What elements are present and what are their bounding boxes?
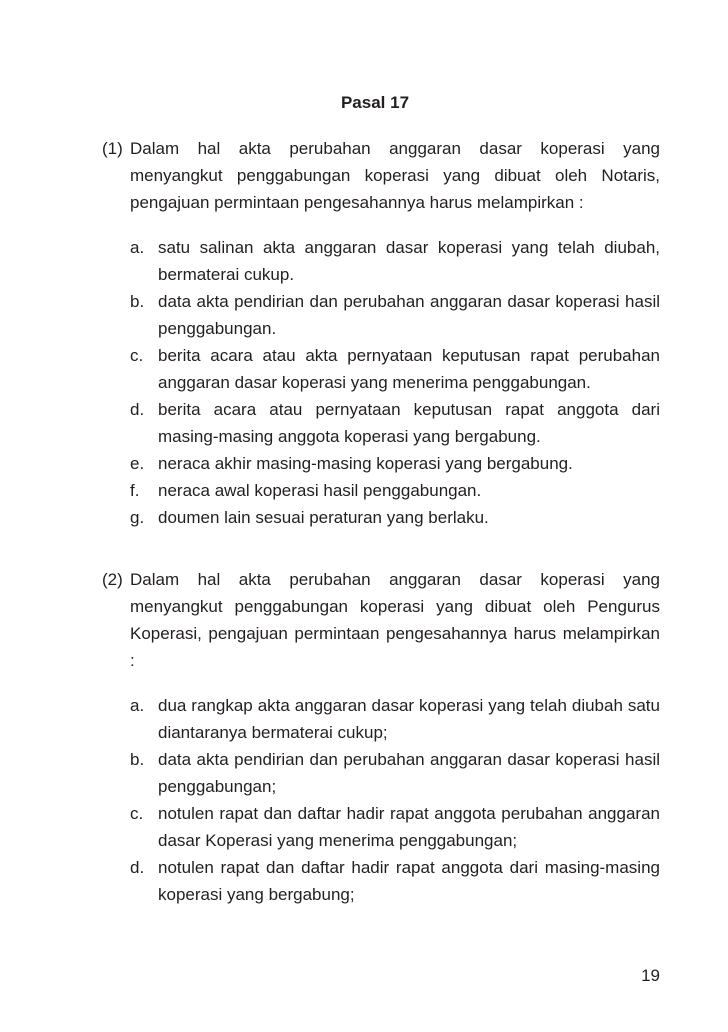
list-item bbox=[130, 342, 660, 396]
page-number: 19 bbox=[641, 966, 660, 985]
list-item-text: doumen lain sesuai peraturan yang berlaku. bbox=[158, 508, 489, 527]
list-item-label: c. bbox=[130, 804, 144, 823]
list-item-label: c. bbox=[130, 346, 144, 365]
list-item-label: a. bbox=[130, 238, 145, 257]
list-item-text: berita acara atau akta pernyataan keputusan rapat perubahan anggaran dasar koperasi yang menerima penggabungan. bbox=[158, 346, 660, 392]
list-item bbox=[130, 288, 660, 342]
list-item-label: d. bbox=[130, 400, 145, 419]
paragraph-number: (2) bbox=[102, 570, 123, 589]
list-item-label: g. bbox=[130, 508, 145, 527]
list-item bbox=[130, 450, 660, 477]
list-item-label: f. bbox=[130, 481, 140, 500]
list-item-text: neraca awal koperasi hasil penggabungan. bbox=[158, 481, 482, 500]
list-item bbox=[130, 396, 660, 450]
list-item-text: dua rangkap akta anggaran dasar koperasi yang telah diubah satu diantaranya bermaterai cukup; bbox=[158, 696, 660, 742]
list-item-text: data akta pendirian dan perubahan anggaran dasar koperasi hasil penggabungan. bbox=[158, 292, 660, 338]
list-item-label: d. bbox=[130, 858, 145, 877]
list-item-text: notulen rapat dan daftar hadir rapat anggota perubahan anggaran dasar Koperasi yang menerima penggabungan; bbox=[158, 804, 660, 850]
list-item-text: neraca akhir masing-masing koperasi yang bergabung. bbox=[158, 454, 573, 473]
paragraph-2 bbox=[102, 566, 660, 674]
paragraph-1 bbox=[102, 135, 660, 216]
page-title: Pasal 17 bbox=[340, 93, 410, 112]
list-item bbox=[130, 854, 660, 908]
list-item bbox=[130, 234, 660, 288]
list-2 bbox=[130, 692, 660, 908]
list-item bbox=[130, 477, 660, 504]
list-1 bbox=[130, 234, 660, 531]
list-item-label: b. bbox=[130, 292, 145, 311]
list-item-text: satu salinan akta anggaran dasar koperasi yang telah diubah, bermaterai cukup. bbox=[158, 238, 660, 284]
list-item bbox=[130, 746, 660, 800]
list-item-label: e. bbox=[130, 454, 145, 473]
list-item bbox=[130, 800, 660, 854]
paragraph-number: (1) bbox=[102, 139, 123, 158]
list-item bbox=[130, 504, 660, 531]
list-item-label: a. bbox=[130, 696, 145, 715]
list-item-text: notulen rapat dan daftar hadir rapat anggota dari masing-masing koperasi yang bergabung; bbox=[158, 858, 660, 904]
paragraph-text: Dalam hal akta perubahan anggaran dasar koperasi yang menyangkut penggabungan koperasi yang dibuat oleh Notaris, pengajuan permintaan pengesahannya harus melampirkan : bbox=[130, 139, 660, 212]
list-item-text: data akta pendirian dan perubahan anggaran dasar koperasi hasil penggabungan; bbox=[158, 750, 660, 796]
list-item bbox=[130, 692, 660, 746]
list-item-label: b. bbox=[130, 750, 145, 769]
paragraph-text: Dalam hal akta perubahan anggaran dasar koperasi yang menyangkut penggabungan koperasi yang dibuat oleh Pengurus Koperasi, pengajuan permintaan pengesahannya harus melampirkan : bbox=[130, 570, 660, 670]
list-item-text: berita acara atau pernyataan keputusan rapat anggota dari masing-masing anggota koperasi yang bergabung. bbox=[158, 400, 660, 446]
